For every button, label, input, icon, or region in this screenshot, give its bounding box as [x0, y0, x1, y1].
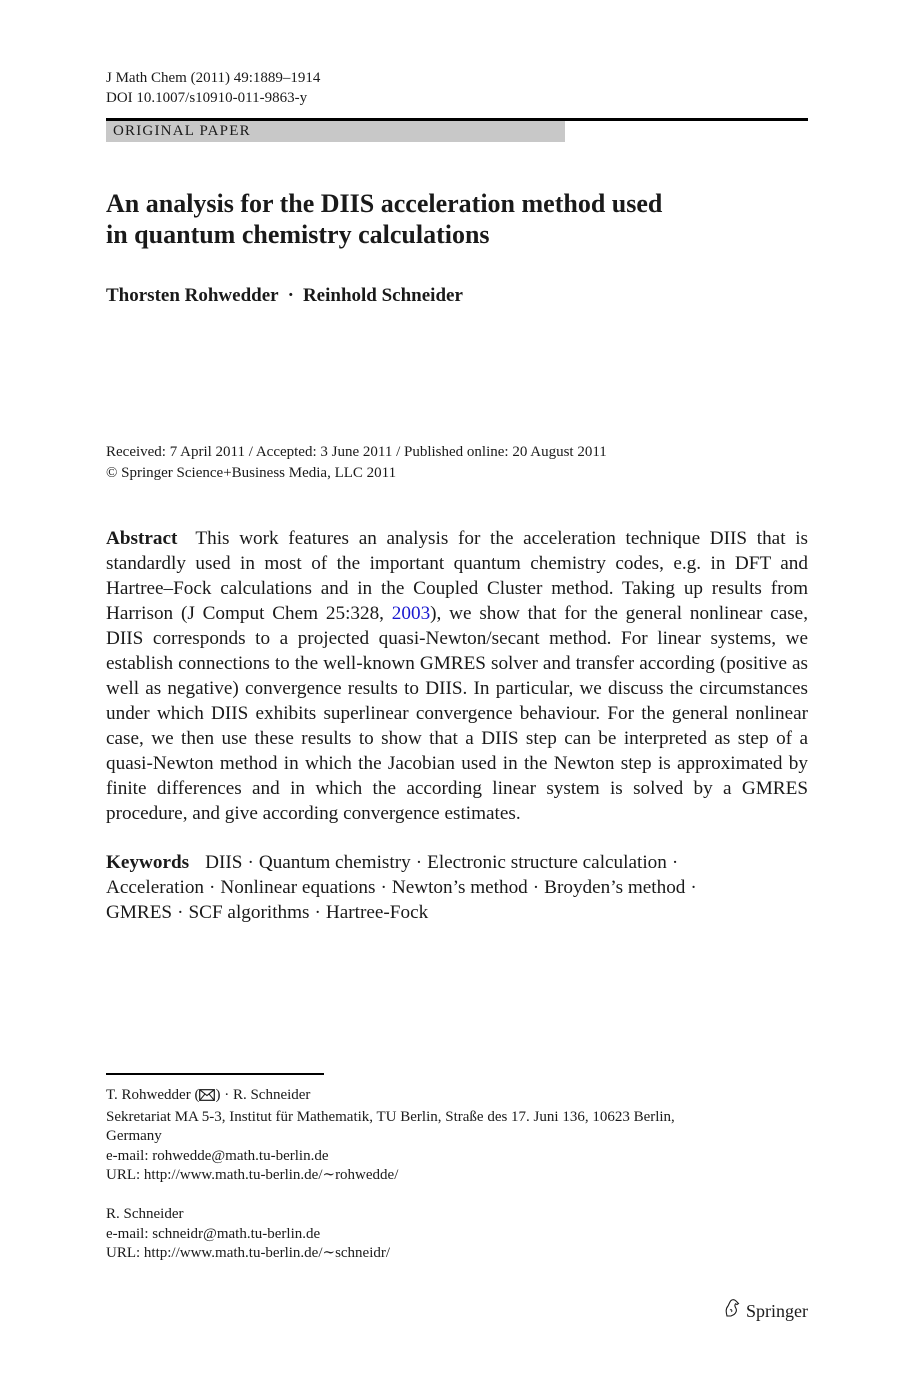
keyword: Nonlinear equations	[220, 877, 376, 898]
url-rohwedder[interactable]: URL: http://www.math.tu-berlin.de/∼rohwedde/	[106, 1167, 399, 1184]
keyword: Broyden’s method	[544, 877, 686, 898]
history-dates: Received: 7 April 2011 / Accepted: 3 June 2011 / Published online: 20 August 2011	[106, 444, 607, 460]
email-schneider[interactable]: e-mail: schneidr@math.tu-berlin.de	[106, 1225, 321, 1242]
keyword: Electronic structure calculation	[427, 852, 667, 873]
author-separator: ·	[287, 285, 294, 306]
copyright-line: © Springer Science+Business Media, LLC 2011	[106, 465, 397, 481]
doi: DOI 10.1007/s10910-011-9863-y	[106, 90, 308, 106]
keyword: Quantum chemistry	[258, 852, 411, 873]
abstract-label: Abstract	[106, 528, 178, 549]
journal-info	[106, 68, 320, 108]
affiliation-footnote	[106, 1086, 808, 1264]
abstract-text-2: ), we show that for the general nonlinear case, DIIS corresponds to a projected quasi-Newton/secant method. For linear systems, we establish connections to the well-known GMRES solver and transfer according (positive as well as negative) convergence results to DIIS. In particular, we discuss the circumstances under which DIIS exhibits superlinear convergence behaviour. For the general nonlinear case, we then use these results to show that a DIIS step can be interpreted as step of a quasi-Newton method in which the Jacobian used in the Newton step is approximated by finite differences and in which the according linear system is solved by a GMRES procedure, and give according convergence estimates.	[106, 603, 808, 824]
publisher-name: Springer	[746, 1301, 808, 1321]
paper-type-label: ORIGINAL PAPER	[106, 121, 565, 142]
keyword: GMRES	[106, 902, 173, 923]
author-2[interactable]: Reinhold Schneider	[302, 285, 463, 306]
keywords-label: Keywords	[106, 852, 190, 873]
address-line-1: Sekretariat MA 5-3, Institut für Mathematik, TU Berlin, Straße des 17. Juni 136, 10623 Berlin,	[106, 1108, 675, 1125]
footnote-rule	[106, 1073, 324, 1075]
footnote-author-2: R. Schneider	[106, 1205, 184, 1222]
journal-citation: J Math Chem (2011) 49:1889–1914	[106, 70, 321, 86]
publication-history	[106, 442, 607, 484]
title-line-1: An analysis for the DIIS acceleration method used	[106, 189, 663, 218]
url-schneider[interactable]: URL: http://www.math.tu-berlin.de/∼schneidr/	[106, 1245, 391, 1262]
footnote-authors: T. Rohwedder ( ) · R. Schneider	[106, 1086, 808, 1108]
email-rohwedder[interactable]: e-mail: rohwedde@math.tu-berlin.de	[106, 1147, 329, 1164]
citation-link-2003[interactable]: 2003	[391, 603, 431, 624]
envelope-icon	[199, 1088, 215, 1108]
author-1[interactable]: Thorsten Rohwedder	[106, 285, 279, 306]
title-line-2: in quantum chemistry calculations	[106, 220, 490, 249]
author-list	[106, 284, 463, 308]
springer-horse-icon	[723, 1298, 746, 1324]
address-line-2: Germany	[106, 1128, 162, 1145]
abstract	[106, 526, 808, 826]
keyword: Acceleration	[106, 877, 205, 898]
keyword: SCF algorithms	[188, 902, 310, 923]
keyword: DIIS	[205, 852, 243, 873]
publisher-logo	[723, 1298, 808, 1324]
keywords: Keywords DIIS · Quantum chemistry · Electronic structure calculation · Acceleration · Nonlinear equations · Newton’s method · Broyden’s method · GMRES · SCF algorithms · Hartree-Fock	[106, 852, 697, 923]
keyword: Newton’s method	[391, 877, 528, 898]
abstract-text-1: This work features an analysis for the acceleration technique DIIS that is standardly used in most of the important quantum chemistry codes, e.g. in DFT and Hartree–Fock calculations and in the Coupled Cluster method. Taking up results from Harrison (J Comput Chem 25:328,	[106, 528, 808, 624]
keyword: Hartree-Fock	[325, 902, 429, 923]
paper-title	[106, 188, 808, 250]
